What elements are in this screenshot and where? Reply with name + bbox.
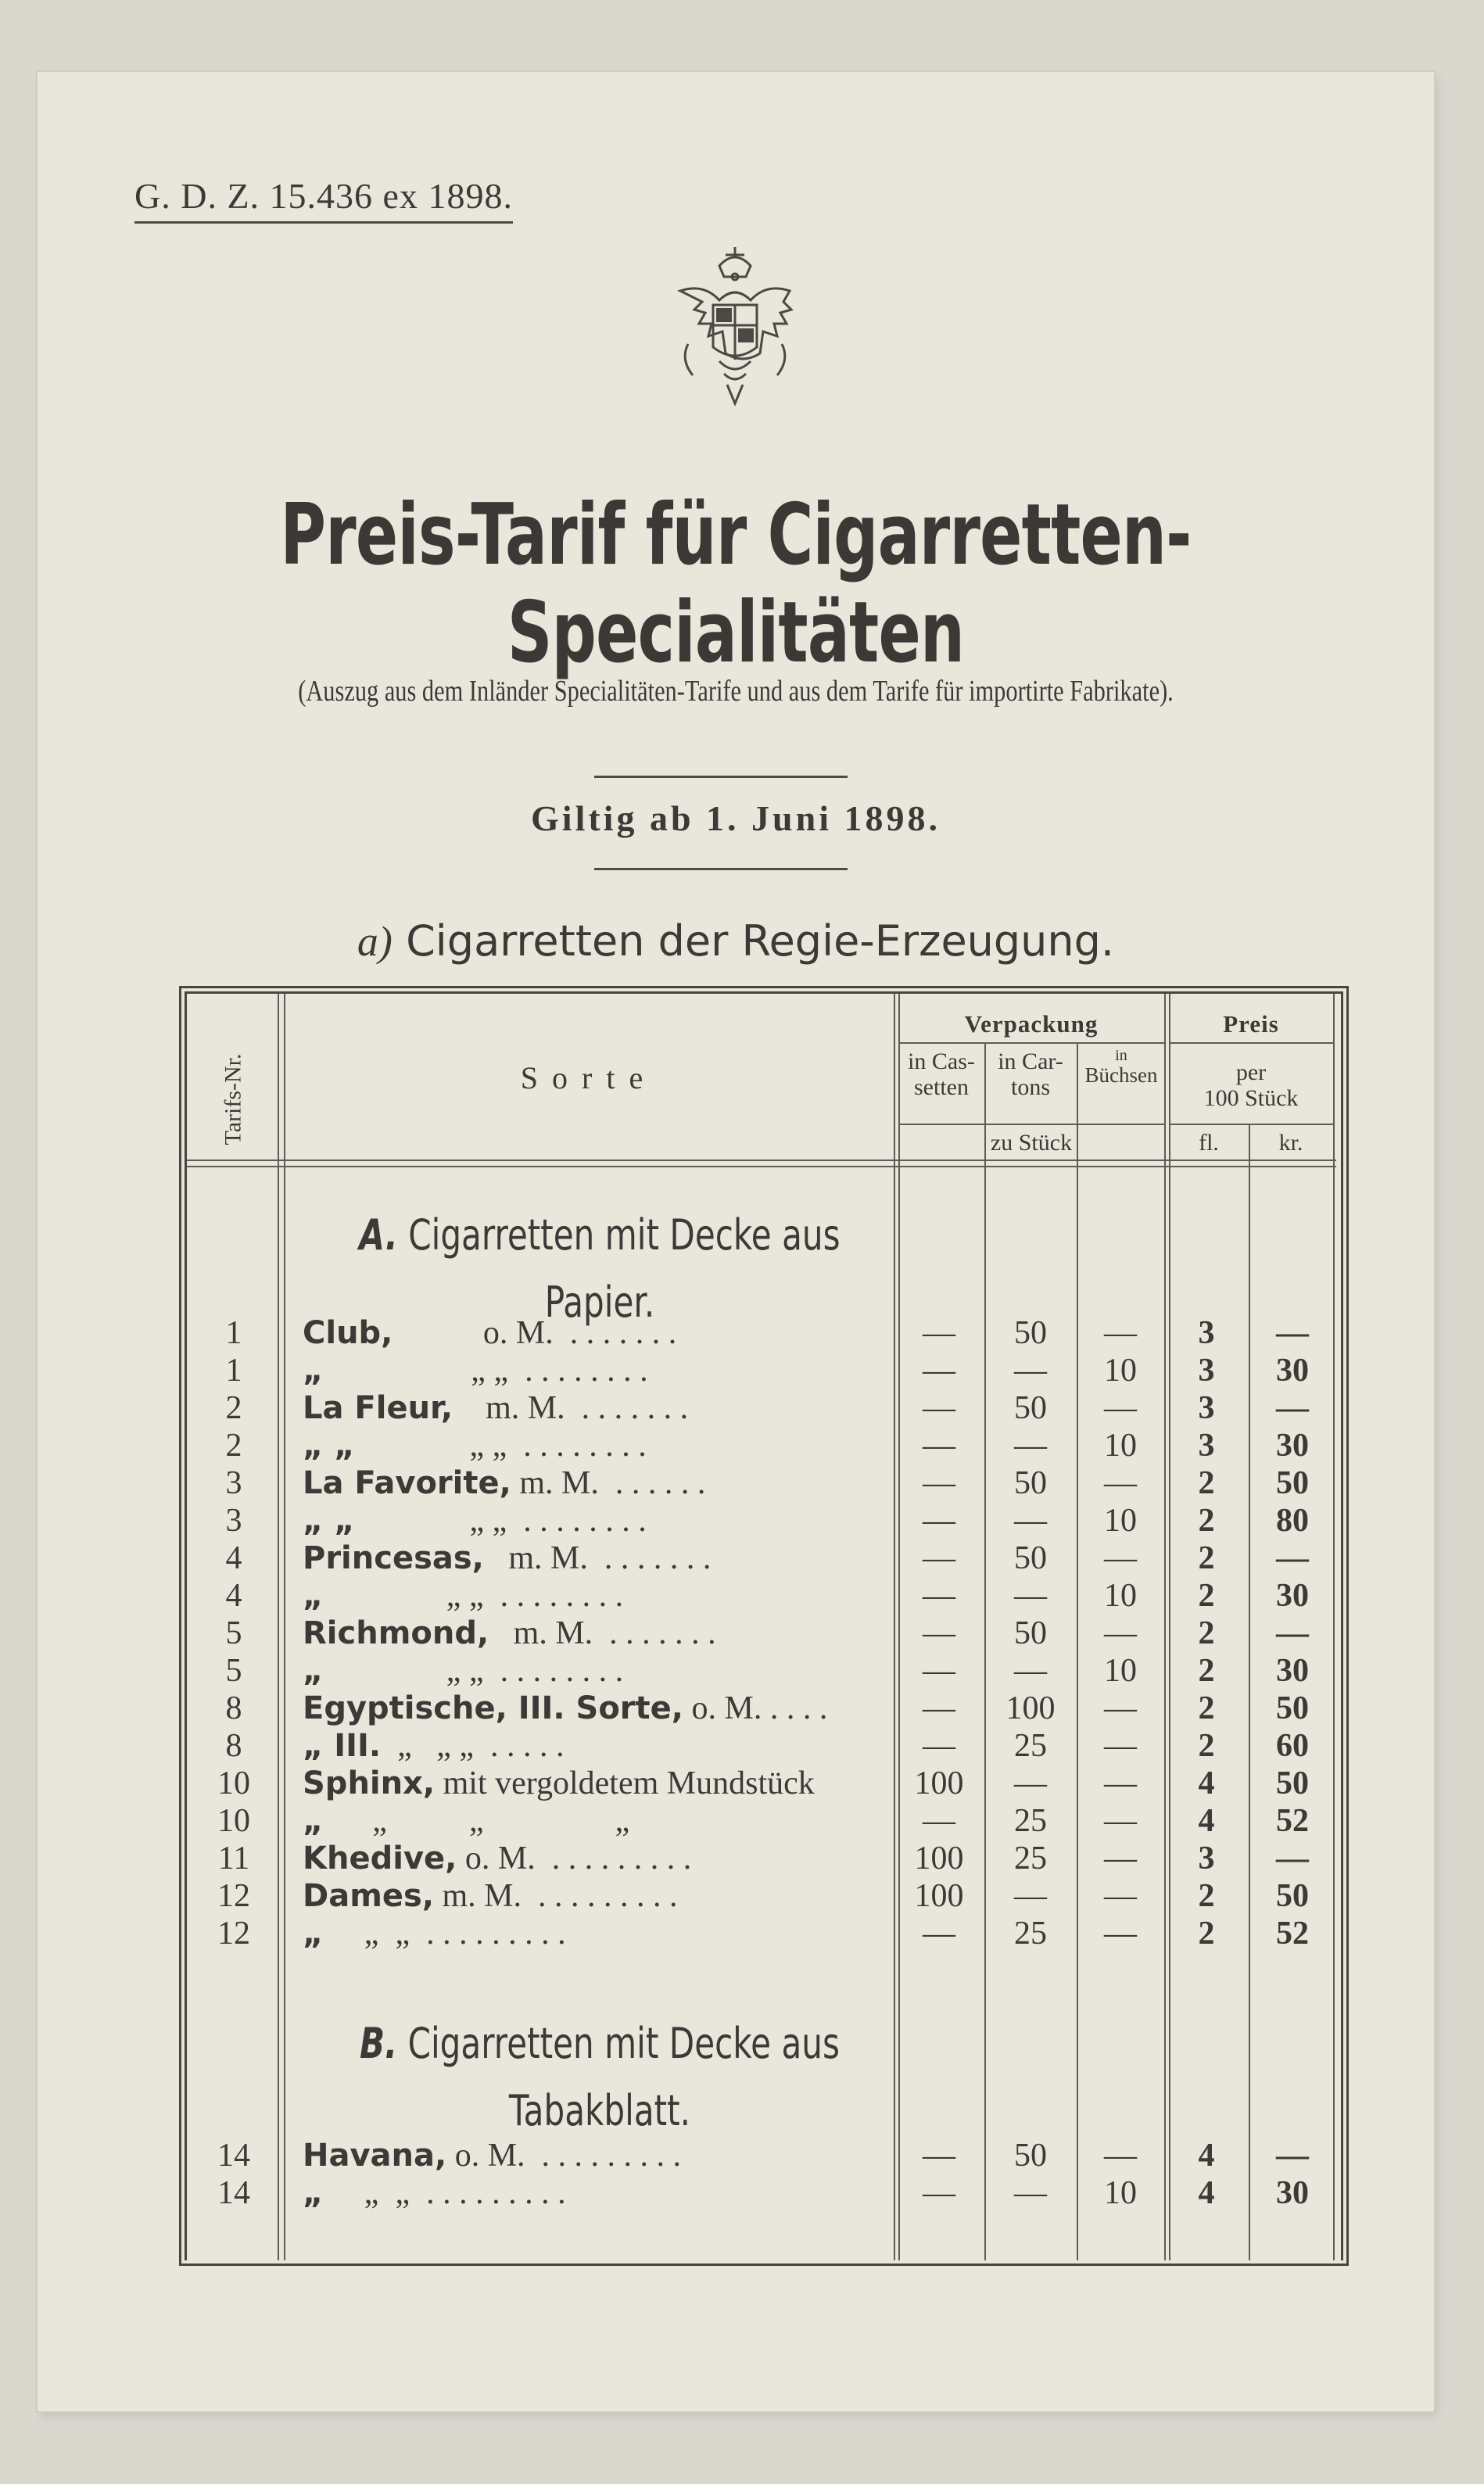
buechsen-cell: — <box>1104 1390 1137 1426</box>
price-fl-cell: 2 <box>1198 1653 1215 1689</box>
sorte-cell <box>303 1690 897 1727</box>
cartons-cell: — <box>1014 1878 1047 1914</box>
brand-name: „ <box>303 1653 324 1689</box>
brand-detail: o. M. . . . . . . . . . <box>446 2138 682 2174</box>
brand-name: „ <box>303 1803 324 1839</box>
cassetten-cell: — <box>923 1803 955 1839</box>
buechsen-cell: 10 <box>1104 1503 1137 1539</box>
brand-name: Princesas, <box>303 1540 484 1576</box>
cassetten-cell: 100 <box>914 1841 964 1876</box>
header-zu-stueck: zu Stück <box>990 1130 1073 1156</box>
tarif-nr-cell: 2 <box>225 1428 242 1464</box>
price-fl-cell: 2 <box>1198 1578 1215 1614</box>
table-row <box>187 1389 1341 1427</box>
tarif-nr-cell: 10 <box>217 1803 250 1839</box>
price-kr-cell: — <box>1276 1615 1309 1651</box>
sorte-cell <box>303 1840 897 1877</box>
table-row <box>187 1652 1341 1690</box>
header-fl: fl. <box>1199 1130 1219 1156</box>
tarif-nr-cell: 4 <box>225 1578 242 1614</box>
cartons-cell: 50 <box>1014 1615 1047 1651</box>
section-a-label: Cigarretten der Regie-Erzeugung. <box>406 916 1115 966</box>
header-cartons: in Car- tons <box>998 1048 1063 1100</box>
sorte-cell <box>303 1464 897 1502</box>
sorte-cell <box>303 1765 897 1802</box>
cassetten-cell: — <box>923 1353 955 1389</box>
sorte-cell <box>303 1727 897 1765</box>
cartons-cell: 50 <box>1014 2138 1047 2174</box>
table-row <box>187 1464 1341 1502</box>
header-per-100: per 100 Stück <box>1203 1059 1299 1111</box>
group-a-line2: Papier. <box>544 1278 655 1328</box>
price-kr-cell: 50 <box>1276 1690 1309 1726</box>
reference-number: G. D. Z. 15.436 ex 1898. <box>134 175 513 224</box>
cassetten-cell: 100 <box>914 1765 964 1801</box>
cassetten-cell: — <box>923 1653 955 1689</box>
header-preis: Preis <box>1223 1010 1279 1038</box>
tarif-nr-cell: 5 <box>225 1653 242 1689</box>
buechsen-cell: — <box>1104 1690 1137 1726</box>
tarif-nr-cell: 12 <box>217 1916 250 1952</box>
table-row <box>187 2174 1341 2212</box>
table-row <box>187 1540 1341 1577</box>
table-row <box>187 1877 1341 1915</box>
buechsen-cell: — <box>1104 1315 1137 1351</box>
sorte-cell <box>303 1802 897 1840</box>
cassetten-cell: — <box>923 1315 955 1351</box>
buechsen-cell: — <box>1104 1615 1137 1651</box>
cartons-cell: 50 <box>1014 1540 1047 1576</box>
price-kr-cell: 52 <box>1276 1916 1309 1952</box>
group-b-heading <box>356 2010 844 2145</box>
brand-name: Richmond, <box>303 1615 489 1651</box>
sorte-cell <box>303 1915 897 1952</box>
header-tarif-nr: Tarifs-Nr. <box>220 1053 246 1145</box>
document-title: Preis-Tarif für Cigarretten-Specialitäten <box>280 486 1192 682</box>
brand-detail: o. M. . . . . . . . <box>393 1315 677 1351</box>
brand-name: „ III. <box>303 1728 382 1764</box>
price-kr-cell: — <box>1276 1315 1309 1351</box>
cartons-cell: 50 <box>1014 1390 1047 1426</box>
brand-detail: „ „ . . . . . . . . <box>354 1428 647 1464</box>
price-fl-cell: 4 <box>1198 2175 1215 2211</box>
price-kr-cell: 30 <box>1276 1353 1309 1389</box>
price-fl-cell: 3 <box>1198 1390 1215 1426</box>
brand-detail: m. M. . . . . . . <box>511 1465 706 1501</box>
price-kr-cell: 50 <box>1276 1878 1309 1914</box>
header-divider <box>898 1124 1164 1125</box>
price-fl-cell: 4 <box>1198 1803 1215 1839</box>
divider-bottom <box>594 868 848 870</box>
buechsen-cell: — <box>1104 1841 1137 1876</box>
buechsen-cell: 10 <box>1104 2175 1137 2211</box>
brand-detail: m. M. . . . . . . . . . <box>434 1878 678 1914</box>
cartons-cell: 25 <box>1014 1803 1047 1839</box>
group-a-line1: Cigarretten mit Decke aus <box>408 1210 841 1260</box>
tarif-nr-cell: 5 <box>225 1615 242 1651</box>
table-row <box>187 1915 1341 1952</box>
table-row <box>187 1427 1341 1464</box>
group-b-line1: Cigarretten mit Decke aus <box>407 2019 840 2068</box>
cassetten-cell: — <box>923 2138 955 2174</box>
valid-from-date: Giltig ab 1. Juni 1898. <box>531 798 941 838</box>
cassetten-cell: — <box>923 1916 955 1952</box>
document-sheet <box>38 72 1434 2411</box>
cassetten-cell: — <box>923 2175 955 2211</box>
tarif-nr-cell: 14 <box>217 2138 250 2174</box>
table-row <box>187 1502 1341 1540</box>
buechsen-cell: — <box>1104 1540 1137 1576</box>
group-b-line2: Tabakblatt. <box>508 2086 691 2136</box>
header-cassetten: in Cas- setten <box>908 1048 975 1100</box>
cassetten-cell: — <box>923 1615 955 1651</box>
price-fl-cell: 3 <box>1198 1353 1215 1389</box>
price-kr-cell: 30 <box>1276 1653 1309 1689</box>
price-kr-cell: — <box>1276 1540 1309 1576</box>
brand-detail: „ „ „ <box>323 1803 630 1839</box>
buechsen-cell: — <box>1104 1878 1137 1914</box>
table-row <box>187 1314 1341 1352</box>
cartons-cell: 50 <box>1014 1465 1047 1501</box>
price-kr-cell: — <box>1276 1390 1309 1426</box>
cassetten-cell: — <box>923 1728 955 1764</box>
section-a-letter: a) <box>357 918 393 965</box>
group-b-letter: B. <box>360 2019 398 2068</box>
brand-detail: m. M. . . . . . . . <box>453 1390 689 1426</box>
brand-name: Sphinx, <box>303 1765 436 1801</box>
tarif-nr-cell: 3 <box>225 1503 242 1539</box>
price-kr-cell: 50 <box>1276 1765 1309 1801</box>
cassetten-cell: — <box>923 1690 955 1726</box>
tarif-nr-cell: 1 <box>225 1353 242 1389</box>
header-bottom-line <box>187 1160 1336 1161</box>
divider-top <box>594 776 848 778</box>
brand-name: „ <box>303 2175 324 2211</box>
buechsen-cell: — <box>1104 1916 1137 1952</box>
sorte-cell <box>303 1615 897 1652</box>
price-fl-cell: 2 <box>1198 1540 1215 1576</box>
header-sorte: Sorte <box>520 1060 658 1095</box>
cassetten-cell: — <box>923 1428 955 1464</box>
header-bottom-line <box>187 1166 1336 1167</box>
header-divider <box>898 1042 1164 1044</box>
brand-name: Khedive, <box>303 1841 457 1876</box>
price-fl-cell: 2 <box>1198 1465 1215 1501</box>
section-a-heading <box>38 916 1434 966</box>
sorte-cell <box>303 1877 897 1915</box>
tarif-nr-cell: 11 <box>217 1841 250 1876</box>
price-fl-cell: 3 <box>1198 1428 1215 1464</box>
buechsen-cell: — <box>1104 1728 1137 1764</box>
price-kr-cell: 30 <box>1276 1578 1309 1614</box>
cartons-cell: — <box>1014 1578 1047 1614</box>
price-fl-cell: 4 <box>1198 1765 1215 1801</box>
cartons-cell: — <box>1014 1765 1047 1801</box>
tarif-nr-cell: 3 <box>225 1465 242 1501</box>
sorte-cell <box>303 1314 897 1352</box>
sorte-cell <box>303 1540 897 1577</box>
buechsen-cell: 10 <box>1104 1428 1137 1464</box>
brand-detail: mit vergoldetem Mundstück <box>435 1765 815 1801</box>
brand-name: „ „ <box>303 1503 355 1539</box>
cartons-cell: 100 <box>1005 1690 1056 1726</box>
cartons-cell: — <box>1014 2175 1047 2211</box>
table-row <box>187 2137 1341 2174</box>
cassetten-cell: — <box>923 1540 955 1576</box>
price-kr-cell: — <box>1276 1841 1309 1876</box>
group-a-letter: A. <box>359 1210 398 1260</box>
header-kr: kr. <box>1278 1130 1303 1156</box>
sorte-cell <box>303 1577 897 1615</box>
brand-detail: „ „ . . . . . . . . <box>323 1353 648 1389</box>
brand-detail: „ „ . . . . . . . . <box>323 1578 624 1614</box>
brand-name: Club, <box>303 1315 393 1351</box>
sorte-cell <box>303 1352 897 1389</box>
cassetten-cell: 100 <box>914 1878 964 1914</box>
tarif-nr-cell: 14 <box>217 2175 250 2211</box>
buechsen-cell: — <box>1104 1465 1137 1501</box>
tarif-nr-cell: 12 <box>217 1878 250 1914</box>
brand-name: Dames, <box>303 1878 435 1914</box>
table-row <box>187 1802 1341 1840</box>
cassetten-cell: — <box>923 1503 955 1539</box>
cassetten-cell: — <box>923 1390 955 1426</box>
tarif-nr-cell: 4 <box>225 1540 242 1576</box>
cassetten-cell: — <box>923 1578 955 1614</box>
table-row <box>187 1765 1341 1802</box>
cartons-cell: 25 <box>1014 1841 1047 1876</box>
cartons-cell: — <box>1014 1653 1047 1689</box>
cartons-cell: 50 <box>1014 1315 1047 1351</box>
tarif-nr-cell: 1 <box>225 1315 242 1351</box>
tarif-nr-cell: 8 <box>225 1690 242 1726</box>
price-fl-cell: 2 <box>1198 1728 1215 1764</box>
tarif-nr-cell: 8 <box>225 1728 242 1764</box>
table-row <box>187 1840 1341 1877</box>
price-fl-cell: 2 <box>1198 1878 1215 1914</box>
table-row <box>187 1577 1341 1615</box>
brand-detail: „ „ „ . . . . . <box>381 1728 565 1764</box>
price-kr-cell: 30 <box>1276 2175 1309 2211</box>
cartons-cell: 25 <box>1014 1916 1047 1952</box>
price-kr-cell: 52 <box>1276 1803 1309 1839</box>
table-row <box>187 1690 1341 1727</box>
brand-name: „ <box>303 1578 324 1614</box>
tarif-nr-cell: 10 <box>217 1765 250 1801</box>
brand-detail: m. M. . . . . . . . <box>489 1615 716 1651</box>
sorte-cell <box>303 2174 897 2212</box>
header-verpackung: Verpackung <box>964 1010 1099 1038</box>
price-fl-cell: 3 <box>1198 1841 1215 1876</box>
sorte-cell <box>303 2137 897 2174</box>
brand-detail: m. M. . . . . . . . <box>483 1540 712 1576</box>
price-kr-cell: 80 <box>1276 1503 1309 1539</box>
header-buechsen: in Büchsen <box>1084 1047 1158 1087</box>
table-row <box>187 1727 1341 1765</box>
price-kr-cell: — <box>1276 2138 1309 2174</box>
brand-detail: „ „ . . . . . . . . . <box>323 1916 566 1952</box>
sorte-cell <box>303 1502 897 1540</box>
cartons-cell: — <box>1014 1428 1047 1464</box>
brand-detail: o. M. . . . . <box>683 1690 828 1726</box>
brand-name: „ <box>303 1353 324 1389</box>
brand-name: La Favorite, <box>303 1465 511 1501</box>
price-fl-cell: 2 <box>1198 1690 1215 1726</box>
price-kr-cell: 60 <box>1276 1728 1309 1764</box>
price-fl-cell: 4 <box>1198 2138 1215 2174</box>
cartons-cell: — <box>1014 1353 1047 1389</box>
sorte-cell <box>303 1389 897 1427</box>
tarif-nr-cell: 2 <box>225 1390 242 1426</box>
price-fl-cell: 2 <box>1198 1916 1215 1952</box>
document-subtitle: (Auszug aus dem Inländer Specialitäten-Tarife und aus dem Tarife für importirte Fabrikate). <box>298 675 1174 708</box>
cartons-cell: — <box>1014 1503 1047 1539</box>
header-divider <box>1169 1042 1333 1044</box>
brand-name: „ „ <box>303 1428 355 1464</box>
buechsen-cell: 10 <box>1104 1653 1137 1689</box>
table-row <box>187 1352 1341 1389</box>
brand-name: „ <box>303 1916 324 1952</box>
buechsen-cell: 10 <box>1104 1578 1137 1614</box>
buechsen-cell: — <box>1104 1765 1137 1801</box>
cartons-cell: 25 <box>1014 1728 1047 1764</box>
coat-of-arms-icon <box>665 244 805 408</box>
price-fl-cell: 2 <box>1198 1503 1215 1539</box>
sorte-cell <box>303 1652 897 1690</box>
table-row <box>187 1615 1341 1652</box>
brand-detail: „ „ . . . . . . . . <box>354 1503 647 1539</box>
buechsen-cell: — <box>1104 1803 1137 1839</box>
sorte-cell <box>303 1427 897 1464</box>
price-kr-cell: 50 <box>1276 1465 1309 1501</box>
price-table <box>185 991 1343 2260</box>
price-kr-cell: 30 <box>1276 1428 1309 1464</box>
brand-name: Havana, <box>303 2138 447 2174</box>
brand-detail: „ „ . . . . . . . . <box>323 1653 624 1689</box>
brand-name: Egyptische, III. Sorte, <box>303 1690 683 1726</box>
brand-name: La Fleur, <box>303 1390 453 1426</box>
brand-detail: „ „ . . . . . . . . . <box>323 2175 566 2211</box>
cassetten-cell: — <box>923 1465 955 1501</box>
header-divider <box>1169 1124 1333 1125</box>
buechsen-cell: — <box>1104 2138 1137 2174</box>
brand-detail: o. M. . . . . . . . . . <box>457 1841 692 1876</box>
price-fl-cell: 2 <box>1198 1615 1215 1651</box>
price-fl-cell: 3 <box>1198 1315 1215 1351</box>
buechsen-cell: 10 <box>1104 1353 1137 1389</box>
